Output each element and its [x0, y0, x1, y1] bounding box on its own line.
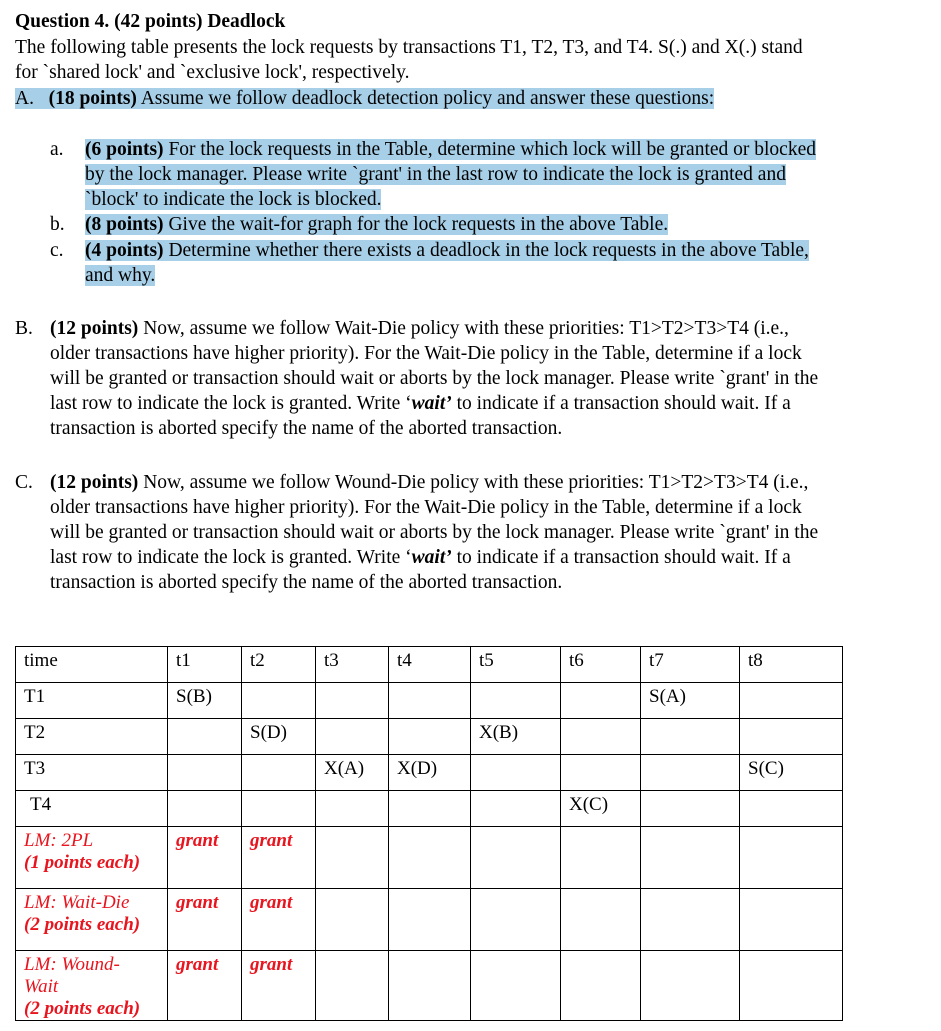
- lm-cell[interactable]: [740, 951, 843, 1021]
- lm-cell[interactable]: grant: [168, 827, 242, 889]
- table-cell: [316, 683, 389, 719]
- lm-cell[interactable]: [316, 827, 389, 889]
- item-b-points: (8 points): [85, 214, 164, 235]
- header-cell: t2: [242, 647, 316, 683]
- header-cell: t6: [561, 647, 641, 683]
- table-cell: [242, 683, 316, 719]
- table-cell: [740, 683, 843, 719]
- table-cell: X(C): [561, 791, 641, 827]
- question-title: Question 4. (42 points) Deadlock: [15, 11, 286, 32]
- table-cell: [641, 755, 740, 791]
- intro-line-2: for `shared lock' and `exclusive lock', respectively.: [15, 62, 410, 83]
- item-c-line-1: (4 points) Determine whether there exists a deadlock in the lock requests in the above Table,: [85, 240, 809, 261]
- table-cell: [389, 719, 471, 755]
- item-b-line-1: (8 points) Give the wait-for graph for the lock requests in the above Table.: [85, 214, 669, 235]
- table-cell: X(D): [389, 755, 471, 791]
- part-b-line-5: transaction is aborted specify the name of the aborted transaction.: [50, 418, 563, 439]
- lm-cell[interactable]: [471, 889, 561, 951]
- item-c-points: (4 points): [85, 240, 164, 261]
- table-cell: [168, 755, 242, 791]
- lm-cell[interactable]: [740, 889, 843, 951]
- part-c-line-5: transaction is aborted specify the name of the aborted transaction.: [50, 572, 563, 593]
- table-row-lm-2pl: [16, 827, 843, 889]
- part-c-points: (12 points): [50, 472, 139, 493]
- table-cell: [389, 791, 471, 827]
- lm-cell[interactable]: [389, 827, 471, 889]
- lm-cell[interactable]: [740, 827, 843, 889]
- header-cell: time: [16, 647, 168, 683]
- table-cell: X(B): [471, 719, 561, 755]
- item-a-line-3: `block' to indicate the lock is blocked.: [85, 189, 382, 210]
- item-b-marker: b.: [50, 214, 65, 235]
- table-cell: [561, 755, 641, 791]
- item-a-points: (6 points): [85, 139, 164, 160]
- table-row-t4: [16, 791, 843, 827]
- lm-cell[interactable]: [389, 889, 471, 951]
- lm-cell[interactable]: grant: [242, 951, 316, 1021]
- table-cell: S(A): [641, 683, 740, 719]
- part-a-text: Assume we follow deadlock detection policy and answer these questions:: [136, 88, 715, 109]
- table-cell: S(B): [168, 683, 242, 719]
- lm-label: LM: Wound- Wait (2 points each): [16, 951, 168, 1021]
- part-b-marker: B.: [15, 318, 33, 339]
- table-cell: [641, 719, 740, 755]
- lm-cell[interactable]: [561, 827, 641, 889]
- intro-line-1: The following table presents the lock requests by transactions T1, T2, T3, and T4. S(.) and X(.) stand: [15, 37, 803, 58]
- lm-cell[interactable]: [641, 951, 740, 1021]
- table-cell: X(A): [316, 755, 389, 791]
- table-row-t1: [16, 683, 843, 719]
- table-cell: [471, 755, 561, 791]
- lm-cell[interactable]: grant: [168, 889, 242, 951]
- lm-cell[interactable]: [641, 889, 740, 951]
- lm-cell[interactable]: [316, 889, 389, 951]
- lm-cell[interactable]: [561, 951, 641, 1021]
- header-cell: t4: [389, 647, 471, 683]
- table-cell: [242, 791, 316, 827]
- table-row-t3: [16, 755, 843, 791]
- table-row-lm-wound-wait: [16, 951, 843, 1021]
- part-a-marker: A.: [15, 88, 34, 109]
- lm-cell[interactable]: [641, 827, 740, 889]
- table-cell: [471, 791, 561, 827]
- row-label: T4: [16, 791, 168, 827]
- part-b-line-3: will be granted or transaction should wait or aborts by the lock manager. Please write `grant' in the: [50, 368, 819, 389]
- header-cell: t1: [168, 647, 242, 683]
- table-cell: [316, 791, 389, 827]
- part-a-line: [15, 86, 714, 111]
- header-cell: t5: [471, 647, 561, 683]
- lm-cell[interactable]: grant: [242, 889, 316, 951]
- table-cell: [740, 791, 843, 827]
- row-label: T2: [16, 719, 168, 755]
- table-cell: [389, 683, 471, 719]
- table-row-lm-wait-die: [16, 889, 843, 951]
- table-cell: [471, 683, 561, 719]
- part-b-line-4: last row to indicate the lock is granted. Write ‘wait’ to indicate if a transaction should wait. If a: [50, 393, 791, 414]
- item-a-line-2: by the lock manager. Please write `grant' in the last row to indicate the lock is granted and: [85, 164, 786, 185]
- row-label: T1: [16, 683, 168, 719]
- row-label: T3: [16, 755, 168, 791]
- part-b-line-2: older transactions have higher priority). For the Wait-Die policy in the Table, determine if a lock: [50, 343, 802, 364]
- part-b-line-1: (12 points) Now, assume we follow Wait-Die policy with these priorities: T1>T2>T3>T4 (i.e.,: [50, 318, 789, 339]
- table-cell: [316, 719, 389, 755]
- table-cell: [168, 719, 242, 755]
- lm-cell[interactable]: [561, 889, 641, 951]
- lm-cell[interactable]: [471, 951, 561, 1021]
- lm-cell[interactable]: [389, 951, 471, 1021]
- lm-cell[interactable]: grant: [168, 951, 242, 1021]
- header-cell: t8: [740, 647, 843, 683]
- table-cell: S(D): [242, 719, 316, 755]
- part-c-line-4: last row to indicate the lock is granted. Write ‘wait’ to indicate if a transaction should wait. If a: [50, 547, 791, 568]
- table-cell: [740, 719, 843, 755]
- table-cell: [168, 791, 242, 827]
- lock-request-table: [15, 646, 843, 1021]
- part-b-points: (12 points): [50, 318, 139, 339]
- item-c-line-2: and why.: [85, 265, 156, 286]
- header-cell: t7: [641, 647, 740, 683]
- table-cell: [641, 791, 740, 827]
- item-a-line-1: (6 points) For the lock requests in the Table, determine which lock will be granted or blocked: [85, 139, 816, 160]
- lm-label: LM: 2PL (1 points each): [16, 827, 168, 889]
- table-cell: S(C): [740, 755, 843, 791]
- table-cell: [242, 755, 316, 791]
- part-c-line-3: will be granted or transaction should wait or aborts by the lock manager. Please write `grant' in the: [50, 522, 819, 543]
- part-c-marker: C.: [15, 472, 33, 493]
- table-cell: [561, 683, 641, 719]
- lm-cell[interactable]: grant: [242, 827, 316, 889]
- item-c-marker: c.: [50, 240, 64, 261]
- part-c-line-1: (12 points) Now, assume we follow Wound-Die policy with these priorities: T1>T2>T3>T4 (i.e.,: [50, 472, 809, 493]
- lm-cell[interactable]: [316, 951, 389, 1021]
- table-cell: [561, 719, 641, 755]
- table-row-t2: [16, 719, 843, 755]
- header-cell: t3: [316, 647, 389, 683]
- table-header-row: [16, 647, 843, 683]
- part-a-points: (18 points): [48, 88, 137, 109]
- item-a-marker: a.: [50, 139, 64, 160]
- lm-cell[interactable]: [471, 827, 561, 889]
- part-c-line-2: older transactions have higher priority). For the Wait-Die policy in the Table, determine if a lock: [50, 497, 802, 518]
- lm-label: LM: Wait-Die (2 points each): [16, 889, 168, 951]
